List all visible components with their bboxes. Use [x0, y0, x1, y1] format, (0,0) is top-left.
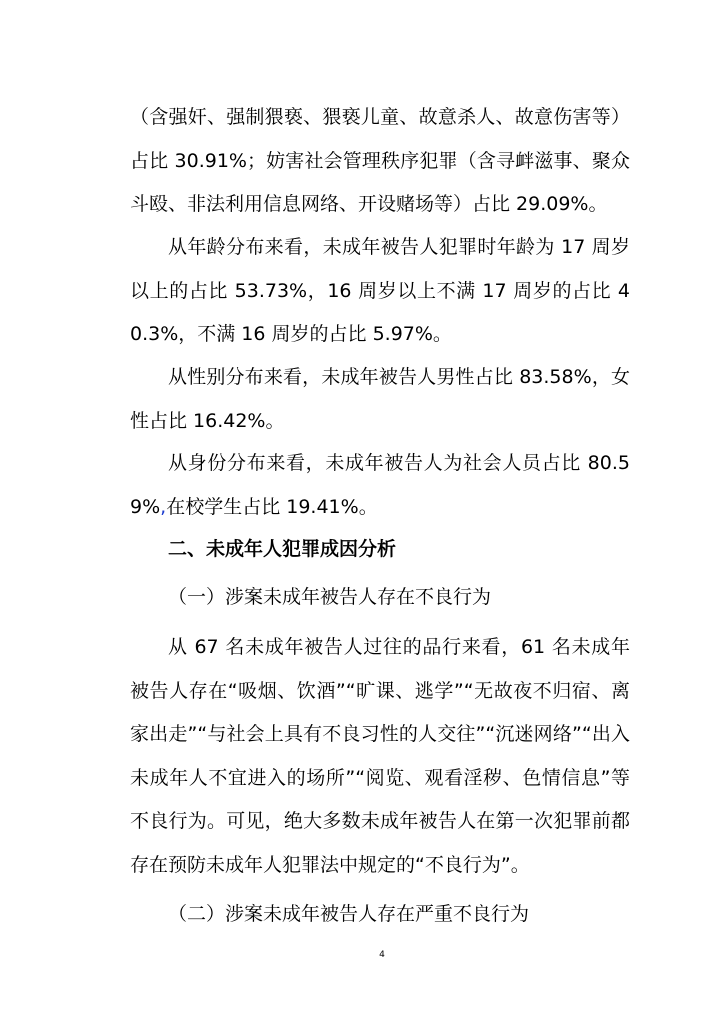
paragraph-age-distribution: 从年龄分布来看，未成年被告人犯罪时年龄为 17 周岁以上的占比 53.73%，16 周岁以上不满 17 周岁的占比 40.3%，不满 16 周岁的占比 5.97%。	[130, 236, 630, 345]
paragraph-identity-distribution	[130, 442, 630, 529]
subsection-heading-serious-bad-behavior: （二）涉案未成年被告人存在严重不良行为	[168, 903, 530, 925]
section-heading-causes: 二、未成年人犯罪成因分析	[168, 538, 397, 560]
identity-text-rest: 在校学生占比 19.41%。	[166, 495, 378, 518]
identity-comma: ,	[160, 495, 167, 518]
page-number: 4	[379, 950, 385, 960]
identity-text-main: 从身份分布来看，未成年被告人为社会人员占比 80.59%	[130, 452, 630, 518]
paragraph-crime-types: （含强奸、强制猥亵、猥亵儿童、故意杀人、故意伤害等）占比 30.91%；妨害社会管理秩序犯罪（含寻衅滋事、聚众斗殴、非法利用信息网络、开设赌场等）占比 29.09%。	[130, 106, 630, 215]
paragraph-bad-behavior: 从 67 名未成年被告人过往的品行来看，61 名未成年被告人存在“吸烟、饮酒”“旷课、逃学”“无故夜不归宿、离家出走”“与社会上具有不良习性的人交往”“沉迷网络”“出入未成年人不宜进入的场所”“阅览、观看淫秽、色情信息”等不良行为。可见，绝大多数未成年被告人在第一次犯罪前都存在预防未成年人犯罪法中规定的“不良行为”。	[130, 636, 630, 876]
paragraph-gender-distribution: 从性别分布来看，未成年被告人男性占比 83.58%，女性占比 16.42%。	[130, 366, 630, 432]
subsection-heading-bad-behavior: （一）涉案未成年被告人存在不良行为	[168, 586, 492, 608]
